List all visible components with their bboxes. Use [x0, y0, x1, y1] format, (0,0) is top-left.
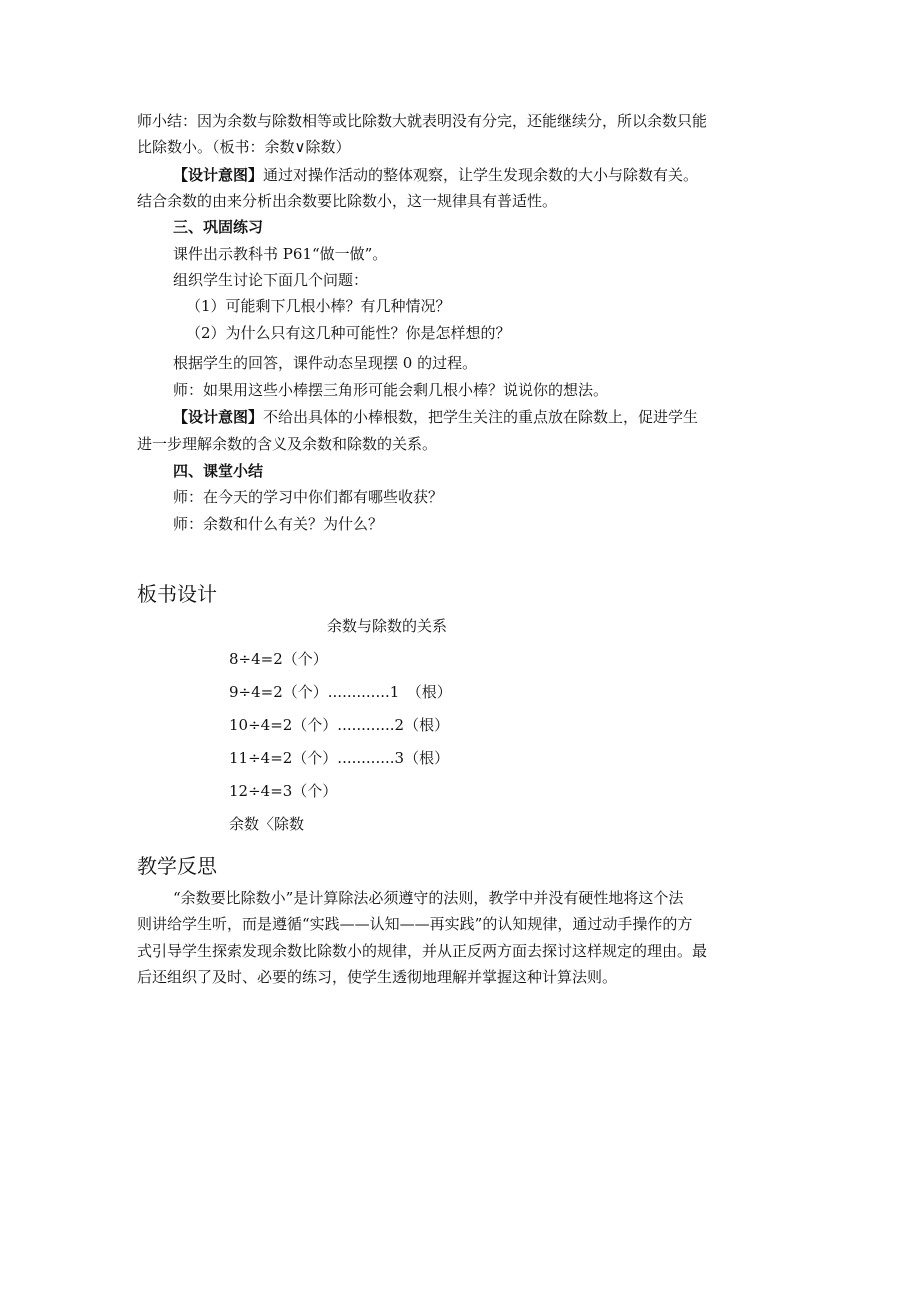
design-intent-label: 【设计意图】 — [173, 166, 264, 184]
design-intent-2 — [173, 404, 783, 430]
design-intent-1-cont: 结合余数的由来分析出余数要比除数小，这一规律具有普适性。 — [137, 192, 558, 210]
section-3-heading: 三、巩固练习 — [173, 218, 264, 236]
summary-line-2: 比除数小。（板书：余数∨除数） — [137, 138, 351, 156]
reflection-line-3: 式引导学生探索发现余数比除数小的规律，并从正反两方面去探讨这样规定的理由。最 — [137, 942, 708, 960]
summary-line-1: 师小结：因为余数与除数相等或比除数大就表明没有分完，还能继续分，所以余数只能 — [137, 112, 708, 130]
question-1: （1）可能剩下几根小棒？有几种情况？ — [186, 297, 451, 315]
design-intent-1 — [173, 162, 783, 188]
board-equation-2: 9÷4=2（个）.............1 （根） — [229, 683, 452, 701]
design-intent-label: 【设计意图】 — [173, 408, 264, 426]
reflection-heading: 教学反思 — [137, 854, 217, 878]
question-2: （2）为什么只有这几种可能性？你是怎样想的？ — [186, 324, 511, 342]
reflection-line-2: 则讲给学生听，而是遵循“实践——认知——再实践”的认知规律，通过动手操作的方 — [137, 915, 693, 933]
board-equation-5: 12÷4=3（个） — [229, 782, 338, 800]
reflection-line-1: “余数要比除数小”是计算除法必须遵守的法则，教学中并没有硬性地将这个法 — [173, 889, 684, 907]
design-intent-text: 不给出具体的小棒根数，把学生关注的重点放在除数上，促进学生 — [263, 408, 699, 426]
section-4-line-1: 师：在今天的学习中你们都有哪些收获？ — [173, 488, 444, 506]
board-equation-4: 11÷4=2（个）............3（根） — [229, 749, 450, 767]
board-title: 余数与除数的关系 — [326, 617, 447, 635]
reflection-line-4: 后还组织了及时、必要的练习，使学生透彻地理解并掌握这种计算法则。 — [137, 968, 618, 986]
design-intent-2-cont: 进一步理解余数的含义及余数和除数的关系。 — [137, 435, 438, 453]
section-3-line-3: 根据学生的回答，课件动态呈现摆 0 的过程。 — [173, 354, 478, 372]
section-3-line-1: 课件出示教科书 P61“做一做”。 — [173, 245, 388, 263]
board-design-heading: 板书设计 — [137, 582, 217, 606]
design-intent-text: 通过对操作活动的整体观察，让学生发现余数的大小与除数有关。 — [263, 166, 699, 184]
board-conclusion: 余数〈除数 — [229, 815, 305, 833]
section-4-line-2: 师：余数和什么有关？为什么？ — [173, 515, 384, 533]
board-equation-3: 10÷4=2（个）............2（根） — [229, 716, 450, 734]
board-equation-1: 8÷4=2（个） — [229, 650, 328, 668]
section-3-line-4: 师：如果用这些小棒摆三角形可能会剩几根小棒？说说你的想法。 — [173, 381, 609, 399]
section-3-line-2: 组织学生讨论下面几个问题： — [173, 271, 369, 289]
section-4-heading: 四、课堂小结 — [173, 462, 264, 480]
